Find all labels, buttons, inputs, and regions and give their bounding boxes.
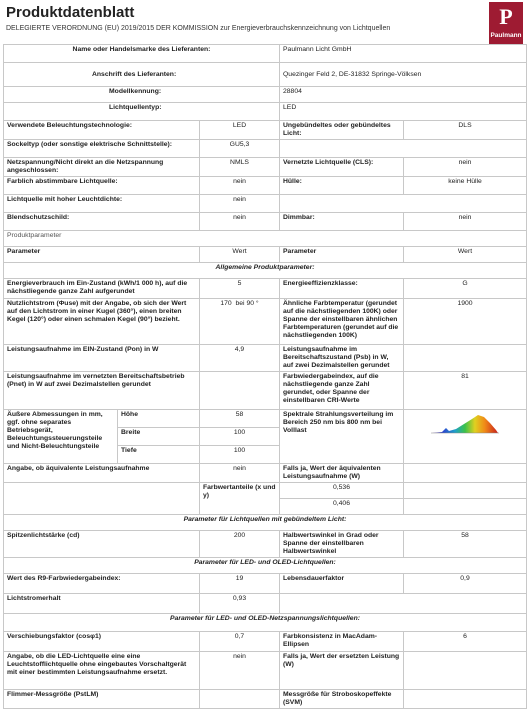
- height-value: 58: [200, 410, 280, 428]
- led-title-row: [4, 558, 527, 574]
- peak-row: [4, 531, 527, 558]
- pf-row: [4, 632, 527, 652]
- dimmable-value: nein: [404, 213, 527, 231]
- high-luminance-row: [4, 195, 527, 213]
- socket-row: [4, 140, 527, 158]
- height-label: Höhe: [118, 410, 200, 428]
- params-header-row: [4, 247, 527, 263]
- technology-row: [4, 121, 527, 140]
- pon-row: [4, 345, 527, 372]
- page-title: Produktdatenblatt: [6, 4, 135, 21]
- replace-w-label: Falls ja, Wert der ersetzten Leistung (W): [280, 652, 404, 690]
- cct-value: 1900: [404, 299, 527, 345]
- flicker-row: [4, 690, 527, 709]
- spectrum-chart: [430, 412, 500, 434]
- flicker-label: Flimmer-Messgröße (PstLM): [4, 690, 200, 709]
- params-section-row: [4, 231, 527, 247]
- energy-class-value: G: [404, 279, 527, 299]
- mains-title-row: [4, 614, 527, 632]
- params-section-label: Produktparameter: [4, 231, 527, 247]
- maint-value: 0,93: [200, 594, 280, 614]
- psb-value: [404, 345, 527, 372]
- socket-value: GU5,3: [200, 140, 280, 158]
- col-value-right: Wert: [404, 247, 527, 263]
- width-value: 100: [200, 428, 280, 446]
- general-title-row: [4, 263, 527, 279]
- model-value: 28804: [280, 87, 527, 103]
- mains-label: Netzspannung/Nicht direkt an die Netzspannung angeschlossen:: [4, 158, 200, 177]
- spectrum-label-cell: [280, 410, 404, 464]
- light-source-type-value: LED: [280, 103, 527, 121]
- supplier-address-row: [4, 63, 527, 87]
- peak-label: Spitzenlichtstärke (cd): [4, 531, 200, 558]
- datasheet-table: [3, 44, 527, 709]
- energy-label: Energieverbrauch im Ein-Zustand (kWh/1 000 h), auf die nächstliegende ganze Zahl aufgerundet: [4, 279, 200, 299]
- anti-glare-value: nein: [200, 213, 280, 231]
- technology-label: Verwendete Beleuchtungstechnologie:: [4, 121, 200, 140]
- flux-label: Nutzlichtstrom (Φuse) mit der Angabe, ob sich der Wert auf den Lichtstrom in einer Kugel (360°), einen breiten Kegel (120°) oder einen schmalen Kegel (90°) bezieht.: [4, 299, 200, 345]
- pf-value: 0,7: [200, 632, 280, 652]
- svm-label: Messgröße für Stroboskopeffekte (SVM): [280, 690, 404, 709]
- logo-glyph: P: [499, 4, 513, 29]
- pnet-label: Leistungsaufnahme im vernetzten Bereitschaftsbetrieb (Pnet) in W auf zwei Dezimalstellen gerundet: [4, 372, 200, 410]
- chroma-x-row: [4, 483, 527, 499]
- equiv-label: Angabe, ob äquivalente Leistungsaufnahme: [4, 464, 200, 483]
- dls-value: DLS: [404, 121, 527, 140]
- replace-label: Angabe, ob die LED-Lichtquelle eine eine Leuchtstofflichtquelle ohne eingebautes Vorschaltgerät mit einer bestimmten Leistungsaufnahme ersetzt.: [4, 652, 200, 690]
- header: [0, 0, 529, 44]
- tunable-row: [4, 177, 527, 195]
- mains-title: Parameter für LED- und OLED-Netzspannungslichtquellen:: [4, 614, 527, 632]
- spectrum-curve: [432, 415, 498, 433]
- flux-value: 170: [220, 300, 232, 307]
- anti-glare-row: [4, 213, 527, 231]
- pon-value: 4,9: [200, 345, 280, 372]
- light-source-type-label: Lichtquellentyp:: [4, 103, 280, 121]
- pnet-row: [4, 372, 527, 410]
- general-title: Allgemeine Produktparameter:: [4, 263, 527, 279]
- envelope-label: Hülle:: [280, 177, 404, 195]
- r9-row: [4, 574, 527, 594]
- supplier-address-value: Quezinger Feld 2, DE-31832 Springe-Völksen: [280, 63, 527, 87]
- equiv-value: nein: [200, 464, 280, 483]
- maint-label: Lichtstromerhalt: [4, 594, 200, 614]
- col-value-left: Wert: [200, 247, 280, 263]
- equiv-w-label: Falls ja, Wert der äquivalenten Leistungsaufnahme (W): [280, 464, 404, 483]
- envelope-value: keine Hülle: [404, 177, 527, 195]
- high-luminance-value: nein: [200, 195, 280, 213]
- col-param-right: Parameter: [280, 247, 404, 263]
- equiv-w-value: [404, 464, 527, 483]
- equiv-row: [4, 464, 527, 483]
- socket-label: Sockeltyp (oder sonstige elektrische Schnittstelle):: [4, 140, 200, 158]
- supplier-name-label: Name oder Handelsmarke des Lieferanten:: [4, 45, 280, 63]
- dls-label: Ungebündeltes oder gebündeltes Licht:: [280, 121, 404, 140]
- supplier-name-value: Paulmann Licht GmbH: [280, 45, 527, 63]
- peak-value: 200: [200, 531, 280, 558]
- depth-label: Tiefe: [118, 446, 200, 464]
- flux-unit: bei 90 °: [235, 300, 259, 307]
- model-row: [4, 87, 527, 103]
- flux-cell: [200, 299, 280, 345]
- life-value: 0,9: [404, 574, 527, 594]
- replace-value: nein: [200, 652, 280, 690]
- cls-label: Vernetzte Lichtquelle (CLS):: [280, 158, 404, 177]
- replace-row: [4, 652, 527, 690]
- anti-glare-label: Blendschutzschild:: [4, 213, 200, 231]
- flicker-value: [200, 690, 280, 709]
- cri-value: 81: [404, 372, 527, 410]
- r9-value: 19: [200, 574, 280, 594]
- cct-label: Ähnliche Farbtemperatur (gerundet auf die nächstliegenden 100K) oder Spanne der einstellbaren ähnlichen Farbtemperaturen (gerundet auf die nächstliegenden 100K): [280, 299, 404, 345]
- cri-label: Farbwiedergabeindex, auf die nächstliegende ganze Zahl gerundet, oder Spanne der einstellbaren CRI-Werte: [280, 372, 404, 410]
- dimmable-label: Dimmbar:: [280, 213, 404, 231]
- psb-label: Leistungsaufnahme im Bereitschaftszustand (Psb) in W, auf zwei Dezimalstellen gerundet: [280, 345, 404, 372]
- directional-title: Parameter für Lichtquellen mit gebündeltem Licht:: [4, 515, 527, 531]
- maint-row: [4, 594, 527, 614]
- cls-value: nein: [404, 158, 527, 177]
- energy-class-label: Energieeffizienzklasse:: [280, 279, 404, 299]
- chroma-y-value: 0,406: [280, 499, 404, 515]
- pon-label: Leistungsaufnahme im EIN-Zustand (Pon) in W: [4, 345, 200, 372]
- flux-row: [4, 299, 527, 345]
- pf-label: Verschiebungsfaktor (cosφ1): [4, 632, 200, 652]
- mains-value: NMLS: [200, 158, 280, 177]
- macadam-value: 6: [404, 632, 527, 652]
- svm-value: [404, 690, 527, 709]
- led-title: Parameter für LED- und OLED-Lichtquellen:: [4, 558, 527, 574]
- chroma-x-value: 0,536: [280, 483, 404, 499]
- pnet-value: [200, 372, 280, 410]
- spectrum-label: Spektrale Strahlungsverteilung im Bereich 250 nm bis 800 nm bei Volllast: [283, 411, 394, 434]
- col-param-left: Parameter: [4, 247, 200, 263]
- dims-label: Äußere Abmessungen in mm, ggf. ohne separates Betriebsgerät, Beleuchtungssteuerungsteile und Nicht-Beleuchtungsteile: [4, 410, 118, 464]
- paulmann-logo: [489, 2, 523, 44]
- width-label: Breite: [118, 428, 200, 446]
- high-luminance-label: Lichtquelle mit hoher Leuchtdichte:: [4, 195, 200, 213]
- depth-value: 100: [200, 446, 280, 464]
- macadam-label: Farbkonsistenz in MacAdam-Ellipsen: [280, 632, 404, 652]
- directional-title-row: [4, 515, 527, 531]
- supplier-name-row: [4, 45, 527, 63]
- model-label: Modellkennung:: [4, 87, 280, 103]
- replace-w-value: [404, 652, 527, 690]
- page-subtitle: DELEGIERTE VERORDNUNG (EU) 2019/2015 DER KOMMISSION zur Energieverbrauchskennzeichnung von Lichtquellen: [6, 25, 391, 32]
- chroma-label: Farbwertanteile (x und y): [200, 483, 280, 515]
- supplier-address-label: Anschrift des Lieferanten:: [4, 63, 280, 87]
- tunable-value: nein: [200, 177, 280, 195]
- spectrum-cell: [404, 410, 527, 464]
- beam-value: 58: [404, 531, 527, 558]
- r9-label: Wert des R9-Farbwiedergabeindex:: [4, 574, 200, 594]
- technology-value: LED: [200, 121, 280, 140]
- tunable-label: Farblich abstimmbare Lichtquelle:: [4, 177, 200, 195]
- mains-row: [4, 158, 527, 177]
- life-label: Lebensdauerfaktor: [280, 574, 404, 594]
- dims-height-row: [4, 410, 527, 428]
- beam-label: Halbwertswinkel in Grad oder Spanne der einstellbaren Halbwertswinkel: [280, 531, 404, 558]
- energy-value: 5: [200, 279, 280, 299]
- light-source-type-row: [4, 103, 527, 121]
- energy-row: [4, 279, 527, 299]
- logo-text: Paulmann: [490, 32, 522, 39]
